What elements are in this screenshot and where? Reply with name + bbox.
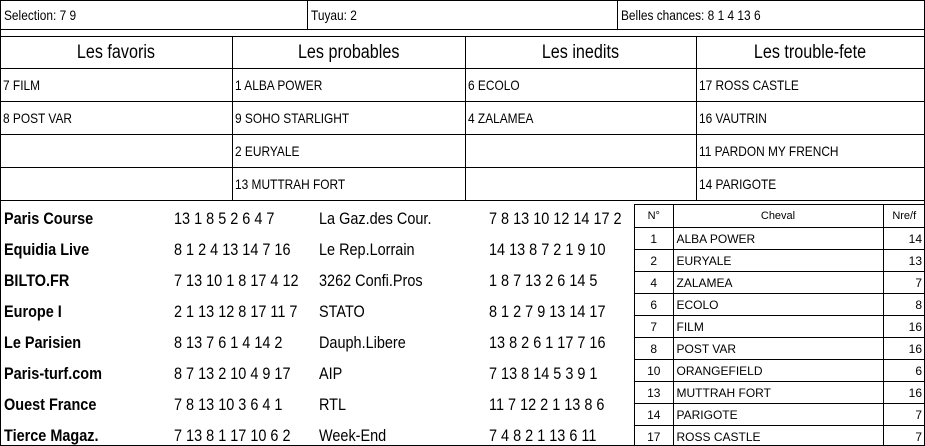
press-source-name: Le Parisien bbox=[4, 333, 82, 352]
cheval-name: EURYALE bbox=[673, 250, 883, 272]
belles-chances-text: Belles chances: 8 1 4 13 6 bbox=[621, 7, 761, 23]
cheval-nre: 13 bbox=[883, 250, 925, 272]
press-source-picks: 1 8 7 13 2 6 14 5 bbox=[489, 271, 598, 290]
cheval-num: 10 bbox=[635, 360, 673, 382]
cheval-nre: 7 bbox=[883, 404, 925, 426]
press-predictions bbox=[1, 207, 634, 446]
categories-row bbox=[1, 135, 924, 168]
category-cell: 1 ALBA POWER bbox=[232, 69, 465, 102]
category-cell bbox=[465, 135, 696, 168]
category-cell: 2 EURYALE bbox=[232, 135, 465, 168]
category-cell: 9 SOHO STARLIGHT bbox=[232, 102, 465, 135]
press-row bbox=[1, 238, 634, 269]
category-cell: 7 FILM bbox=[1, 69, 232, 102]
categories-table bbox=[1, 36, 924, 201]
cheval-row bbox=[635, 382, 925, 404]
cheval-nre: 7 bbox=[883, 272, 925, 294]
press-row bbox=[1, 362, 634, 393]
cheval-num: 2 bbox=[635, 250, 673, 272]
press-source-picks: 7 13 8 1 17 10 6 2 bbox=[174, 426, 291, 445]
cheval-num: 8 bbox=[635, 338, 673, 360]
cheval-nre: 16 bbox=[883, 338, 925, 360]
press-source-name: Le Rep.Lorrain bbox=[319, 240, 415, 259]
cheval-name: PARIGOTE bbox=[673, 404, 883, 426]
cheval-nre: 16 bbox=[883, 316, 925, 338]
cheval-nre: 14 bbox=[883, 228, 925, 250]
cheval-nre: 6 bbox=[883, 360, 925, 382]
belles-chances-cell bbox=[618, 1, 924, 29]
cheval-row bbox=[635, 404, 925, 426]
selection-cell bbox=[1, 1, 308, 29]
press-source-picks: 8 1 2 4 13 14 7 16 bbox=[174, 240, 291, 259]
press-row bbox=[1, 331, 634, 362]
selection-text: Selection: 7 9 bbox=[4, 7, 77, 23]
categories-header-row bbox=[1, 37, 924, 69]
cheval-name: ZALAMEA bbox=[673, 272, 883, 294]
cheval-num: 6 bbox=[635, 294, 673, 316]
press-row bbox=[1, 269, 634, 300]
cheval-row bbox=[635, 228, 925, 250]
cheval-name: ROSS CASTLE bbox=[673, 426, 883, 446]
press-source-picks: 14 13 8 7 2 1 9 10 bbox=[489, 240, 606, 259]
tuyau-cell bbox=[308, 1, 618, 29]
category-header-inedits: Les inedits bbox=[465, 37, 696, 69]
categories-row bbox=[1, 69, 924, 102]
cheval-num: 14 bbox=[635, 404, 673, 426]
press-source-name: Week-End bbox=[319, 426, 387, 445]
press-source-picks: 7 8 13 10 12 14 17 2 bbox=[489, 209, 622, 228]
tuyau-text: Tuyau: 2 bbox=[311, 7, 357, 23]
press-row bbox=[1, 424, 634, 446]
cheval-nre: 7 bbox=[883, 426, 925, 446]
category-header-probables: Les probables bbox=[232, 37, 465, 69]
press-source-name: Dauph.Libere bbox=[319, 333, 406, 352]
press-source-name: Paris Course bbox=[4, 209, 94, 228]
cheval-row bbox=[635, 426, 925, 446]
cheval-name: ORANGEFIELD bbox=[673, 360, 883, 382]
press-source-name: STATO bbox=[319, 302, 365, 321]
press-source-picks: 7 13 10 1 8 17 4 12 bbox=[174, 271, 299, 290]
categories-row bbox=[1, 168, 924, 201]
press-row bbox=[1, 393, 634, 424]
category-cell bbox=[465, 168, 696, 201]
category-cell: 16 VAUTRIN bbox=[696, 102, 924, 135]
press-source-name: Paris-turf.com bbox=[4, 364, 102, 383]
press-source-picks: 8 1 2 7 9 13 14 17 bbox=[489, 302, 606, 321]
cheval-table bbox=[634, 204, 925, 446]
cheval-row bbox=[635, 338, 925, 360]
category-cell: 11 PARDON MY FRENCH bbox=[696, 135, 924, 168]
press-source-picks: 7 4 8 2 1 13 6 11 bbox=[489, 426, 597, 445]
category-header-trouble-fete: Les trouble-fete bbox=[696, 37, 924, 69]
categories-row bbox=[1, 102, 924, 135]
press-source-name: Tierce Magaz. bbox=[4, 426, 99, 445]
press-source-name: BILTO.FR bbox=[4, 271, 70, 290]
press-source-picks: 7 13 8 14 5 3 9 1 bbox=[489, 364, 598, 383]
press-source-picks: 8 13 7 6 1 4 14 2 bbox=[174, 333, 283, 352]
press-source-picks: 11 7 12 2 1 13 8 6 bbox=[489, 395, 605, 414]
cheval-nre: 16 bbox=[883, 382, 925, 404]
cheval-row bbox=[635, 250, 925, 272]
category-cell: 13 MUTTRAH FORT bbox=[232, 168, 465, 201]
cheval-num: 7 bbox=[635, 316, 673, 338]
press-source-name: Europe I bbox=[4, 302, 62, 321]
summary-bar bbox=[1, 1, 924, 30]
cheval-num: 17 bbox=[635, 426, 673, 446]
cheval-header-nre: Nre/f bbox=[883, 205, 925, 228]
cheval-num: 1 bbox=[635, 228, 673, 250]
cheval-name: MUTTRAH FORT bbox=[673, 382, 883, 404]
category-cell: 14 PARIGOTE bbox=[696, 168, 924, 201]
cheval-row bbox=[635, 316, 925, 338]
press-source-picks: 13 1 8 5 2 6 4 7 bbox=[174, 209, 275, 228]
cheval-row bbox=[635, 272, 925, 294]
cheval-row bbox=[635, 360, 925, 382]
cheval-name: FILM bbox=[673, 316, 883, 338]
category-cell: 6 ECOLO bbox=[465, 69, 696, 102]
press-source-name: 3262 Confi.Pros bbox=[319, 271, 423, 290]
cheval-num: 4 bbox=[635, 272, 673, 294]
category-cell bbox=[1, 135, 232, 168]
press-source-name: RTL bbox=[319, 395, 347, 414]
cheval-row bbox=[635, 294, 925, 316]
category-cell: 4 ZALAMEA bbox=[465, 102, 696, 135]
cheval-header-name: Cheval bbox=[673, 205, 883, 228]
category-header-favoris: Les favoris bbox=[1, 37, 232, 69]
press-source-name: La Gaz.des Cour. bbox=[319, 209, 432, 228]
cheval-header-num: N° bbox=[635, 205, 673, 228]
cheval-name: POST VAR bbox=[673, 338, 883, 360]
press-source-name: Ouest France bbox=[4, 395, 97, 414]
press-source-name: Equidia Live bbox=[4, 240, 90, 259]
cheval-name: ALBA POWER bbox=[673, 228, 883, 250]
press-source-picks: 7 8 13 10 3 6 4 1 bbox=[174, 395, 283, 414]
cheval-num: 13 bbox=[635, 382, 673, 404]
category-cell: 17 ROSS CASTLE bbox=[696, 69, 924, 102]
category-cell: 8 POST VAR bbox=[1, 102, 232, 135]
press-row bbox=[1, 207, 634, 238]
press-source-picks: 8 7 13 2 10 4 9 17 bbox=[174, 364, 291, 383]
cheval-nre: 8 bbox=[883, 294, 925, 316]
press-row bbox=[1, 300, 634, 331]
press-source-name: AIP bbox=[319, 364, 343, 383]
cheval-name: ECOLO bbox=[673, 294, 883, 316]
cheval-header-row bbox=[635, 205, 925, 228]
press-source-picks: 13 8 2 6 1 17 7 16 bbox=[489, 333, 606, 352]
category-cell bbox=[1, 168, 232, 201]
press-source-picks: 2 1 13 12 8 17 11 7 bbox=[174, 302, 298, 321]
